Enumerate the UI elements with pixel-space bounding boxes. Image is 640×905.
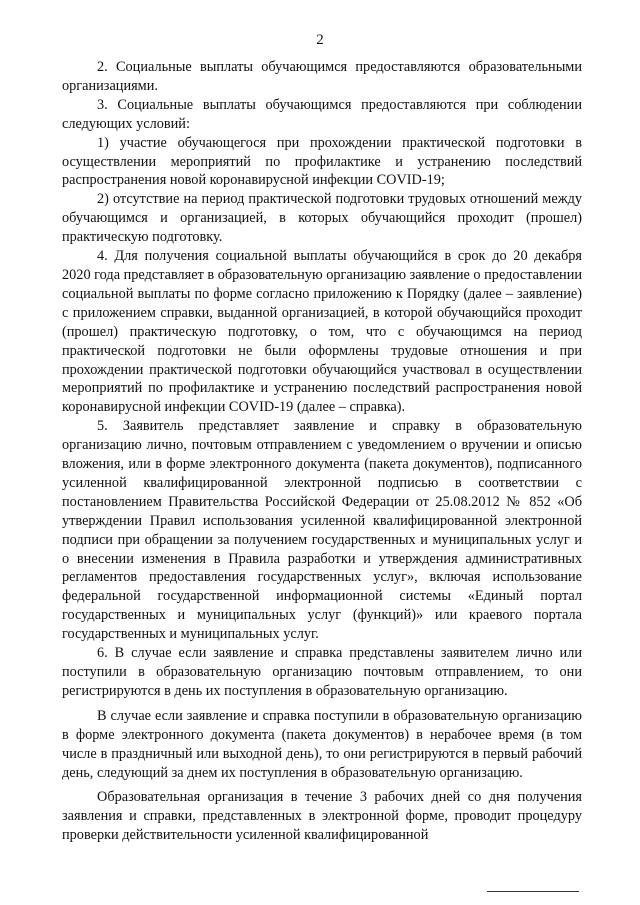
paragraph-item-4: 4. Для получения социальной выплаты обучающийся в срок до 20 декабря 2020 года представляет в образовательную организацию заявление о предоставлении социальной выплаты по форме согласно приложению к Порядку (далее – заявление) с приложением справки, выданной организацией, в которой обучающийся проходит (прошел) практическую подготовку, о том, что с обучающимся на период практической подготовки не были оформлены трудовые отношения и при прохождении практической подготовки обучающийся участвовал в осуществлении мероприятий по профилактике и устранению последствий распространения новой коронавирусной инфекции COVID-19 (далее – справка). [62, 248, 582, 416]
document-body [62, 58, 582, 845]
page-number: 2 [316, 32, 324, 48]
paragraph-electronic-submission: В случае если заявление и справка поступили в образовательную организацию в форме электронного документа (пакета документов) в нерабочее время (в том числе в праздничный или выходной день), то они регистрируются в первый рабочий день, следующий за днем их поступления в образовательную организацию. [62, 707, 582, 781]
paragraph-verification: Образовательная организация в течение 3 рабочих дней со дня получения заявления и справки, представленных в электронной форме, проводит процедуру проверки действительности усиленной квалифицированной [62, 789, 582, 844]
paragraph-item-3: 3. Социальные выплаты обучающимся предоставляются при соблюдении следующих условий: [62, 96, 582, 132]
paragraph-condition-2: 2) отсутствие на период практической подготовки трудовых отношений между обучающимся и организацией, в которых обучающийся проходит (прошел) практическую подготовку. [62, 191, 582, 246]
paragraph-item-6: 6. В случае если заявление и справка представлены заявителем лично или поступили в образовательную организацию почтовым отправлением, то они регистрируются в день их поступления в образовательную организацию. [62, 645, 582, 699]
footer-rule [487, 891, 579, 892]
paragraph-condition-1: 1) участие обучающегося при прохождении практической подготовки в осуществлении мероприятий по профилактике и устранению последствий распространения новой коронавирусной инфекции COVID-19; [62, 134, 582, 189]
paragraph-item-2: 2. Социальные выплаты обучающимся предоставляются образовательными организациями. [62, 59, 582, 94]
paragraph-item-5: 5. Заявитель представляет заявление и справку в образовательную организацию лично, почтовым отправлением с уведомлением о вручении и описью вложения, или в форме электронного документа (пакета документов), подписанного усиленной квалифицированной электронной подписью в соответствии с постановлением Правительства Российской Федерации от 25.08.2012 № 852 «Об утверждении Правил использования усиленной квалифицированной электронной подписи при обращении за получением государственных и муниципальных услуг и о внесении изменения в Правила разработки и утверждения административных регламентов предоставления государственных услуг», включая использование федеральной государственной информационной системы «Единый портал государственных и муниципальных услуг (функций)» или краевого портала государственных и муниципальных услуг. [62, 418, 582, 643]
